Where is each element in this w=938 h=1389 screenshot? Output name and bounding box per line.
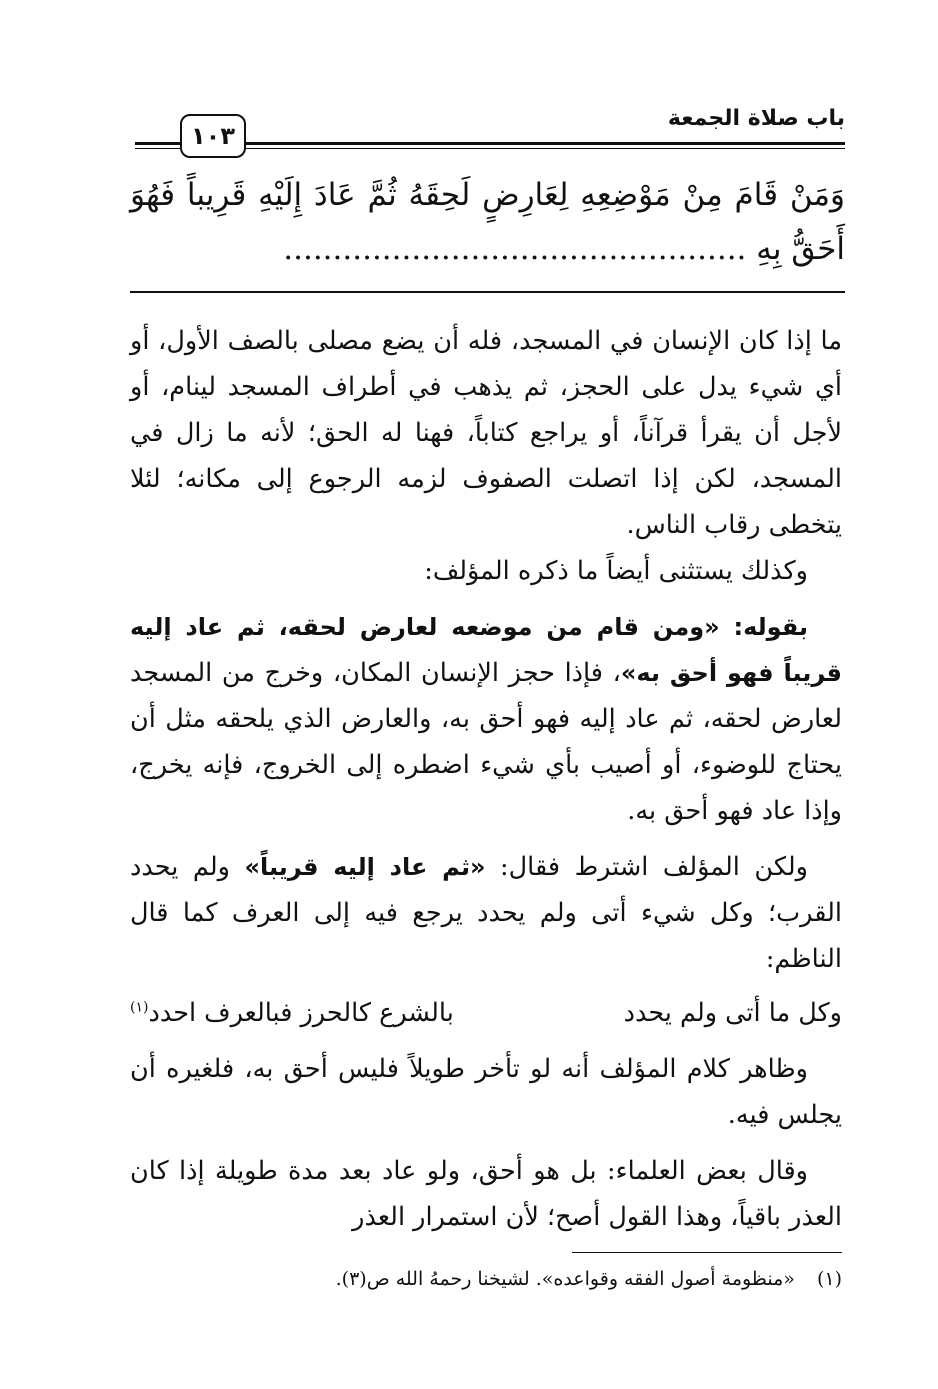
- paragraph-4: [130, 844, 842, 982]
- paragraph-3: [130, 604, 842, 834]
- paragraph-3-text: ، فإذا حجز الإنسان المكان، وخرج من المسجد لعارض لحقه، ثم عاد إليه فهو أحق به، والعارض الذي يلحقه مثل أن يحتاج للوضوء، أو أصيب بأي شيء اضطره إلى الخروج، فإنه يخرج، وإذا عاد فهو أحق به.: [130, 658, 842, 826]
- footnote-divider: [572, 1252, 842, 1253]
- page-number: ١٠٣: [180, 114, 246, 158]
- header-rule-left: [135, 142, 180, 149]
- quoted-phrase: «ثم عاد إليه قريباً»: [244, 853, 486, 881]
- matn-dots: ...............................................: [283, 231, 747, 267]
- verse-first-hemistich: وكل ما أتى ولم يحدد: [623, 998, 842, 1028]
- quoted-matn: بقوله: «ومن قام من موضعه لعارض لحقه، ثم عاد إليه قريباً فهو أحق به»: [130, 613, 843, 687]
- chapter-title: باب صلاة الجمعة: [667, 106, 845, 131]
- paragraph-1: ما إذا كان الإنسان في المسجد، فله أن يضع مصلى بالصف الأول، أو أي شيء يدل على الحجز، ثم يذهب في أطراف المسجد لينام، أو لأجل أن يقرأ قرآناً، أو يراجع كتاباً، فهنا له الحق؛ لأنه ما زال في المسجد، لكن إذا اتصلت الصفوف لزمه الرجوع إلى مكانه؛ لئلا يتخطى رقاب الناس.: [130, 326, 842, 540]
- footnote: [142, 1264, 842, 1294]
- footnote-reference: (١): [130, 999, 149, 1016]
- commentary-body: [130, 318, 842, 1240]
- verse-second-hemistich: [130, 990, 454, 1036]
- poem-verse: [130, 990, 842, 1036]
- matn-text: [130, 168, 845, 276]
- paragraph-6: وقال بعض العلماء: بل هو أحق، ولو عاد بعد مدة طويلة إذا كان العذر باقياً، وهذا القول أصح؛ لأن استمرار العذر: [130, 1156, 842, 1232]
- paragraph-4-start: ولكن المؤلف اشترط فقال:: [485, 852, 808, 882]
- footnote-text: «منظومة أصول الفقه وقواعده». لشيخنا رحمهُ الله ص(٣).: [335, 1268, 795, 1290]
- header-rule: [245, 142, 845, 149]
- paragraph-5: وظاهر كلام المؤلف أنه لو تأخر طويلاً فليس أحق به، فلغيره أن يجلس فيه.: [130, 1054, 842, 1130]
- paragraph-2: وكذلك يستثنى أيضاً ما ذكره المؤلف:: [424, 556, 808, 586]
- paragraph-4-end: ولم يحدد القرب؛ وكل شيء أتى ولم يحدد يرجع فيه إلى العرف كما قال الناظم:: [130, 852, 842, 974]
- footnote-number: (١): [816, 1268, 842, 1290]
- verse-second-text: بالشرع كالحرز فبالعرف احدد: [148, 998, 454, 1028]
- page-header: [135, 100, 845, 160]
- matn-line: وَمَنْ قَامَ مِنْ مَوْضِعِهِ لِعَارِضٍ لَحِقَهُ ثُمَّ عَادَ إِلَيْهِ قَرِيباً فَهُوَ أَحَقُّ بِهِ: [130, 177, 845, 267]
- matn-divider: [130, 291, 845, 293]
